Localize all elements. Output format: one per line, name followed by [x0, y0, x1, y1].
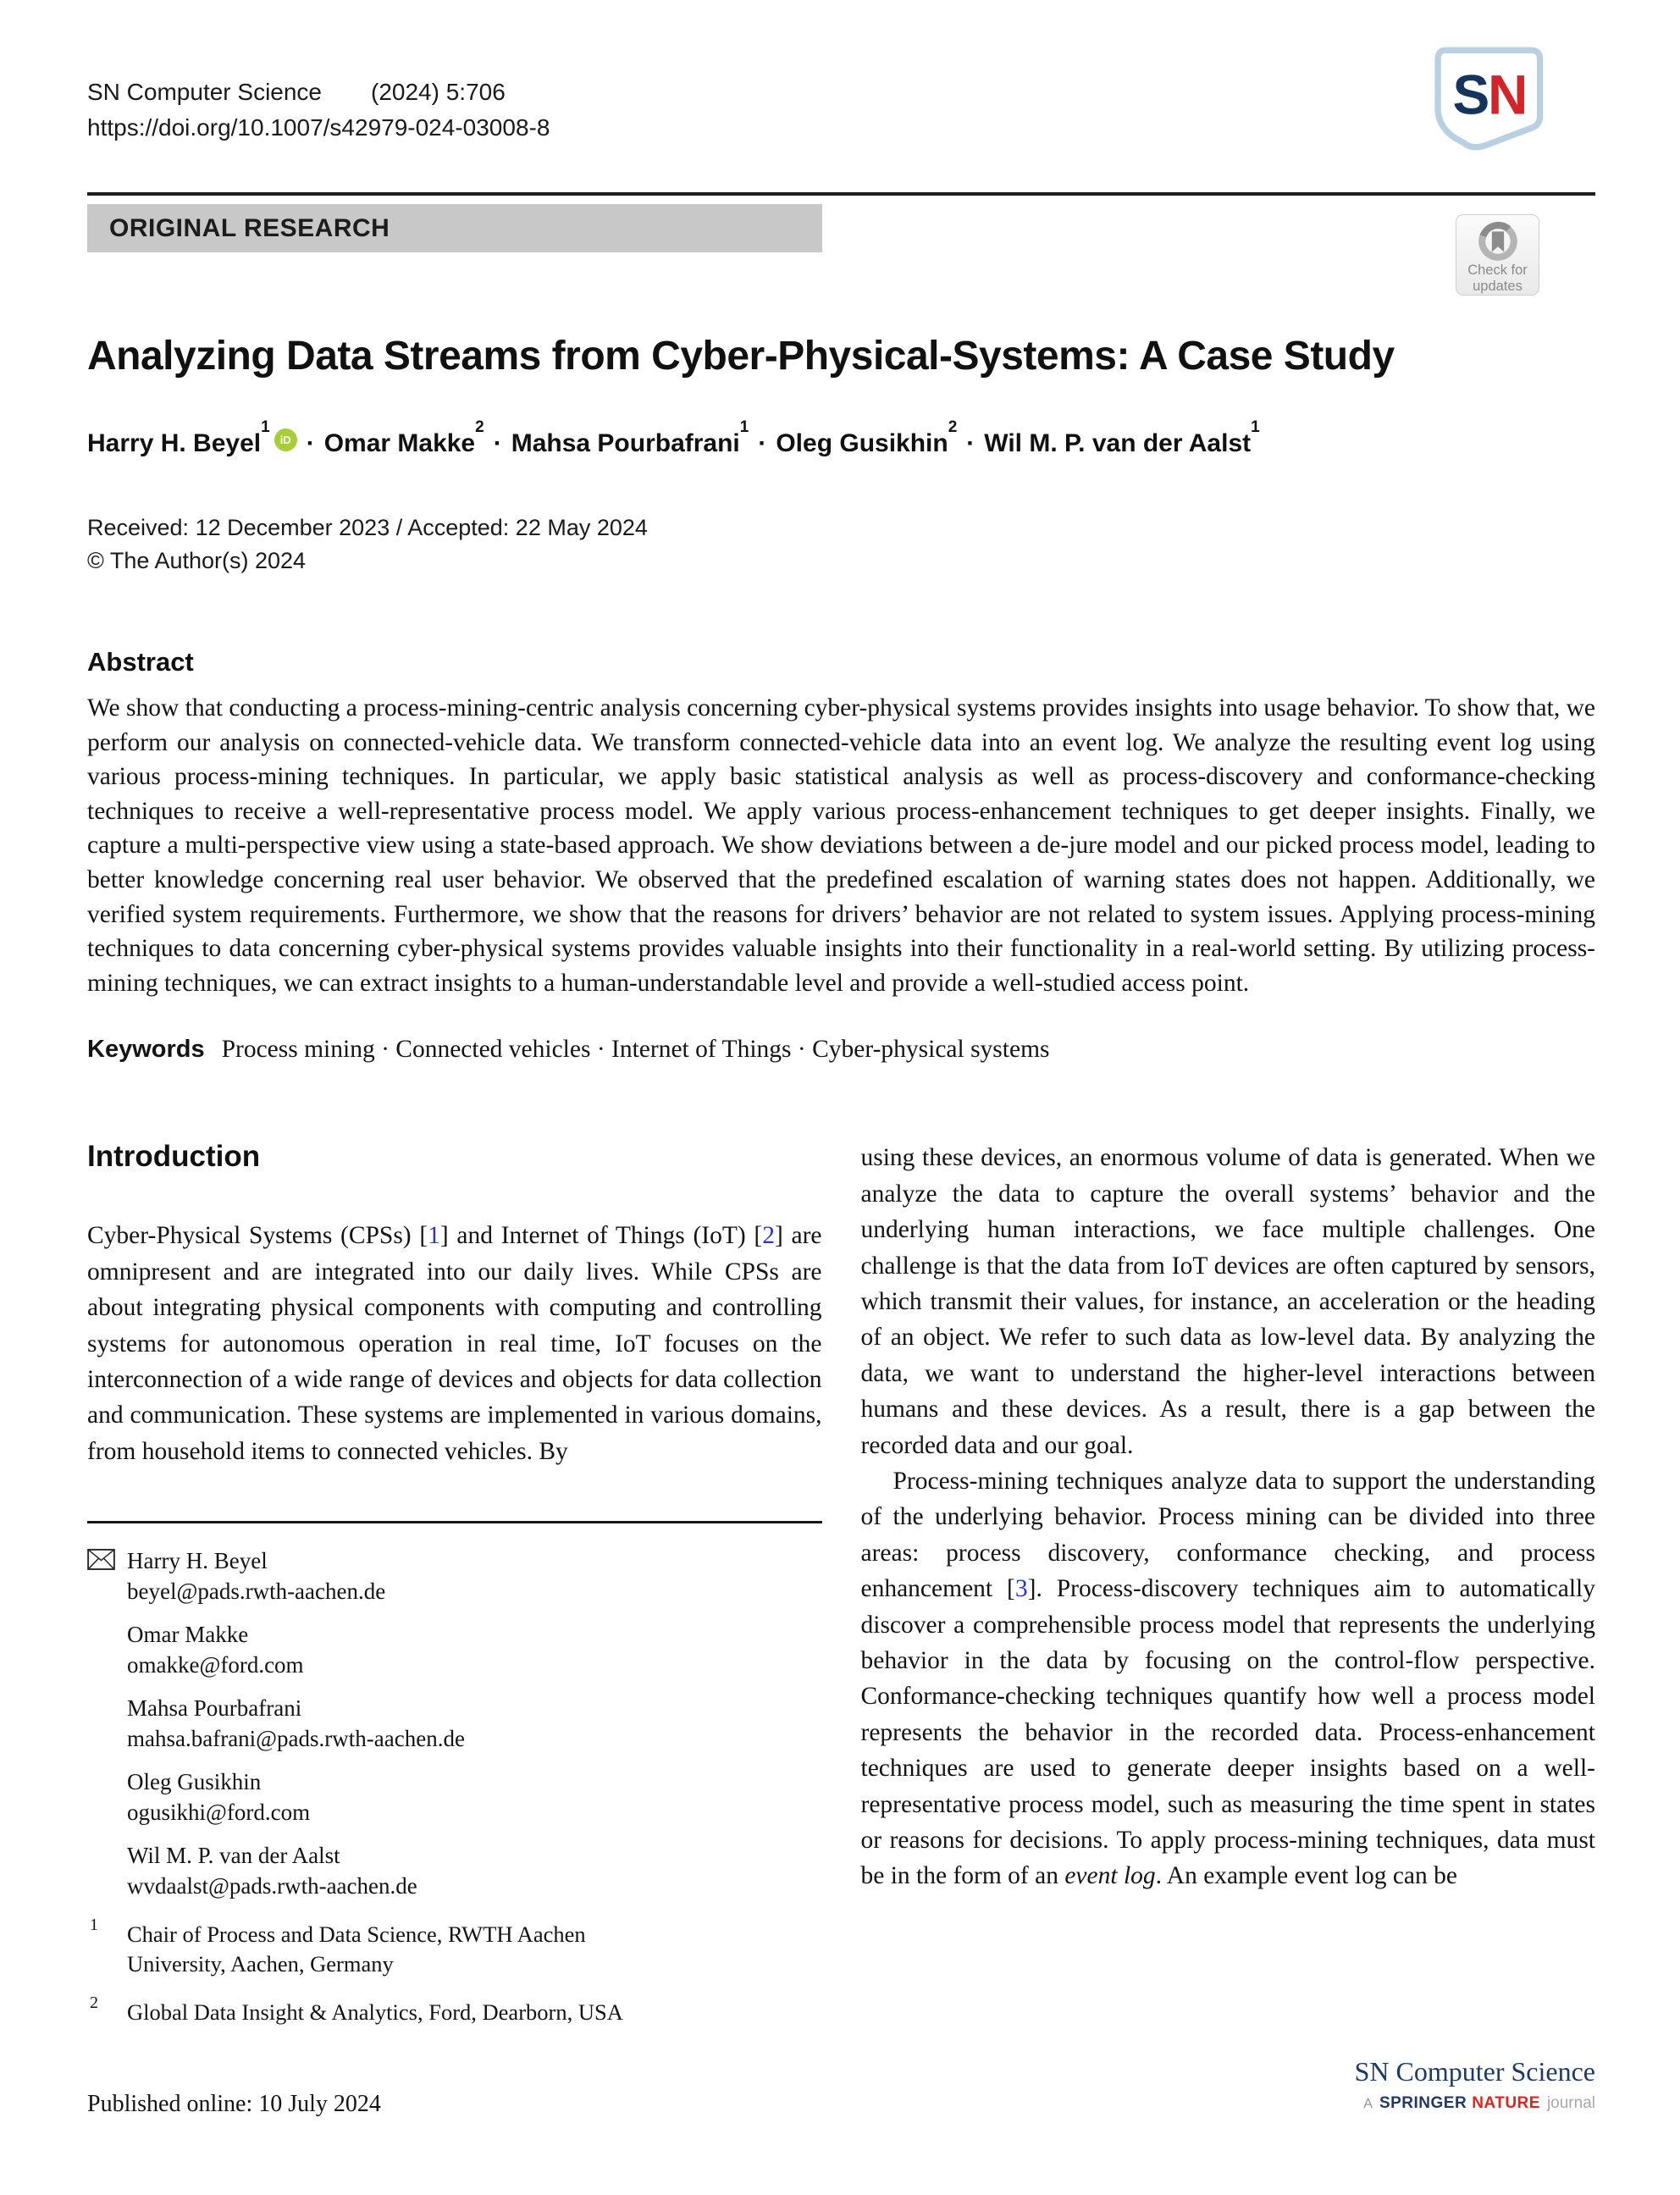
received-accepted: Received: 12 December 2023 / Accepted: 22 May 2024 — [87, 515, 648, 540]
author-affil-sup: 2 — [475, 418, 484, 436]
band-row — [87, 204, 1595, 294]
author-line — [87, 418, 1595, 459]
svg-text:S: S — [1452, 64, 1490, 126]
author-affil-sup: 1 — [1251, 418, 1260, 436]
check-updates-icon — [1476, 220, 1520, 263]
keywords-text: Process mining · Connected vehicles · Internet of Things · Cyber-physical systems — [221, 1036, 1050, 1064]
author-email[interactable]: beyel@pads.rwth-aachen.de — [127, 1579, 386, 1605]
footer-brand — [1355, 2056, 1595, 2113]
author-email[interactable]: ogusikhi@ford.com — [127, 1800, 311, 1826]
right-column — [861, 1140, 1596, 2027]
author-contact-name: Mahsa Pourbafrani — [127, 1695, 302, 1722]
intro-paragraph-right-2 — [861, 1463, 1596, 1894]
footnote-rule — [87, 1521, 822, 1523]
check-updates-line2: updates — [1473, 279, 1522, 294]
author-email[interactable]: wvdaalst@pads.rwth-aachen.de — [127, 1873, 417, 1899]
published-online: Published online: 10 July 2024 — [87, 2091, 381, 2118]
author-affil-sup: 1 — [739, 418, 749, 436]
footer-journal-word: journal — [1546, 2094, 1595, 2113]
page-footer — [87, 2056, 1595, 2118]
nature-wordmark: NATURE — [1472, 2094, 1540, 2113]
author-name: Oleg Gusikhin — [776, 429, 948, 457]
springer-wordmark: SPRINGER — [1379, 2094, 1467, 2113]
sn-pennant-icon — [1431, 46, 1545, 166]
author-affil-sup: 2 — [948, 418, 958, 436]
article-type-band — [87, 204, 822, 252]
event-log-term: event log — [1064, 1862, 1156, 1890]
affiliation-number: 2 — [90, 1993, 98, 2013]
affiliation-text: Global Data Insight & Analytics, Ford, Dearborn, USA — [127, 1999, 623, 2026]
page-header — [87, 64, 1595, 170]
author-separator: · — [966, 429, 975, 457]
author-separator: · — [758, 429, 767, 457]
article-type-label: ORIGINAL RESEARCH — [109, 213, 390, 242]
citation-block — [87, 75, 550, 146]
sn-logo — [1431, 46, 1545, 170]
footnote-block — [87, 1521, 822, 2027]
keywords-line — [87, 1036, 1595, 1064]
orcid-icon[interactable]: iD — [274, 428, 297, 451]
keywords-label: Keywords — [87, 1036, 205, 1064]
two-column-body — [87, 1140, 1595, 2027]
affiliation-text: Chair of Process and Data Science, RWTH Aachen University, Aachen, Germany — [127, 1921, 586, 1977]
author-separator: · — [493, 429, 502, 457]
intro-paragraph-left — [87, 1218, 822, 1469]
corresponding-author-name: Harry H. Beyel — [127, 1548, 268, 1574]
author-email[interactable]: omakke@ford.com — [127, 1652, 304, 1678]
author-contact-name: Omar Makke — [127, 1622, 249, 1648]
citation-link-3[interactable]: 3 — [1014, 1575, 1028, 1603]
affiliation-entry — [87, 1993, 822, 2027]
svg-text:N: N — [1488, 64, 1528, 126]
author-separator: · — [306, 429, 315, 457]
header-rule — [87, 192, 1595, 196]
author-contact-name: Wil M. P. van der Aalst — [127, 1843, 340, 1869]
affiliation-number: 1 — [90, 1916, 98, 1935]
footer-journal-name: SN Computer Science — [1354, 2056, 1595, 2087]
author-contact-name: Oleg Gusikhin — [127, 1769, 262, 1795]
intro-text: . An example event log can be — [1155, 1862, 1457, 1890]
correspondence-entry — [87, 1545, 822, 1606]
intro-text: ] and Internet of Things (IoT) [ — [439, 1222, 763, 1250]
journal-name: SN Computer Science — [87, 79, 323, 105]
envelope-icon — [87, 1545, 127, 1606]
intro-text: ]. Process-discovery techniques aim to automatically discover a comprehensible process model that represents the underlying behavior in the data by focusing on the control-flow perspective. Conformance-checking techniques quantify how well a process model represents the behavior in the recorded data. Process-enhancement techniques are used to generate deeper insights based on a well-representative process model, such as measuring the time spent in states or reasons for decisions. To apply process-mining techniques, data must be in the form of an — [860, 1575, 1595, 1890]
abstract-text: We show that conducting a process-mining-centric analysis concerning cyber-physical systems provides insights into usage behavior. To show that, we perform our analysis on connected-vehicle data. We transform connected-vehicle data into an event log. We analyze the resulting event log using various process-mining techniques. In particular, we apply basic statistical analysis as well as process-discovery and conformance-checking techniques to receive a well-representative process model. We apply various process-enhancement techniques to get deeper insights. Finally, we capture a multi-perspective view using a state-based approach. We show deviations between a de-jure model and our picked process model, leading to better knowledge concerning real user behavior. We observed that the predefined escalation of warning states does not happen. Additionally, we verified system requirements. Furthermore, we show that the reasons for drivers’ behavior are not related to system issues. Applying process-mining techniques to data concerning cyber-physical systems provides valuable insights into their functionality in a real-world setting. By utilizing process-mining techniques, we can extract insights to a human-understandable level and provide a well-studied access point. — [87, 694, 1595, 997]
author-email[interactable]: mahsa.bafrani@pads.rwth-aachen.de — [127, 1726, 465, 1752]
article-title: Analyzing Data Streams from Cyber-Physical-Systems: A Case Study — [87, 334, 1395, 379]
author-name: Wil M. P. van der Aalst — [984, 429, 1252, 457]
abstract-heading: Abstract — [87, 647, 194, 677]
doi-link[interactable]: https://doi.org/10.1007/s42979-024-03008-8 — [87, 114, 550, 141]
author-affil-sup: 1 — [261, 418, 270, 436]
intro-text: Process-mining techniques analyze data to support the understanding of the underlying behavior. Process mining can be divided into three areas: process discovery, conformance checking, and process enhancement [ — [860, 1468, 1595, 1603]
correspondence-entry — [87, 1693, 822, 1754]
introduction-heading: Introduction — [87, 1140, 261, 1174]
author-name: Mahsa Pourbafrani — [511, 429, 740, 457]
author-name: Omar Makke — [323, 429, 476, 457]
intro-text: Cyber-Physical Systems (CPSs) [ — [87, 1222, 428, 1250]
dates-block — [87, 511, 1595, 578]
intro-paragraph-right-1: using these devices, an enormous volume of data is generated. When we analyze the data to capture the overall systems’ behavior and the underlying human interactions, we face multiple challenges. One challenge is that the data from IoT devices are often captured by sensors, which transmit their values, for instance, an acceleration or the heading of an object. We refer to such data as low-level data. By analyzing the data, we want to understand the higher-level interactions between humans and these devices. As a result, there is a gap between the recorded data and our goal. — [860, 1144, 1595, 1459]
correspondence-entry — [87, 1840, 822, 1901]
intro-text: ] are omnipresent and are integrated into our daily lives. While CPSs are about integrating physical components with computing and controlling systems for autonomous operation in real time, IoT focuses on the interconnection of a wide range of devices and objects for data collection and communication. These systems are implemented in various domains, from household items to connected vehicles. By — [87, 1222, 822, 1465]
affiliation-entry — [87, 1916, 822, 1979]
check-for-updates-badge[interactable] — [1456, 214, 1539, 296]
journal-issue: (2024) 5:706 — [371, 79, 506, 105]
correspondence-entry — [87, 1767, 822, 1827]
correspondence-entry — [87, 1619, 822, 1680]
left-column — [87, 1140, 822, 2027]
author-name: Harry H. Beyel — [87, 429, 262, 457]
check-updates-line1: Check for — [1467, 263, 1528, 278]
citation-link-2[interactable]: 2 — [762, 1222, 775, 1250]
citation-link-1[interactable]: 1 — [428, 1222, 440, 1250]
springer-nature-line — [1355, 2094, 1595, 2113]
copyright-line: © The Author(s) 2024 — [87, 548, 307, 573]
footer-a: A — [1363, 2097, 1373, 2112]
